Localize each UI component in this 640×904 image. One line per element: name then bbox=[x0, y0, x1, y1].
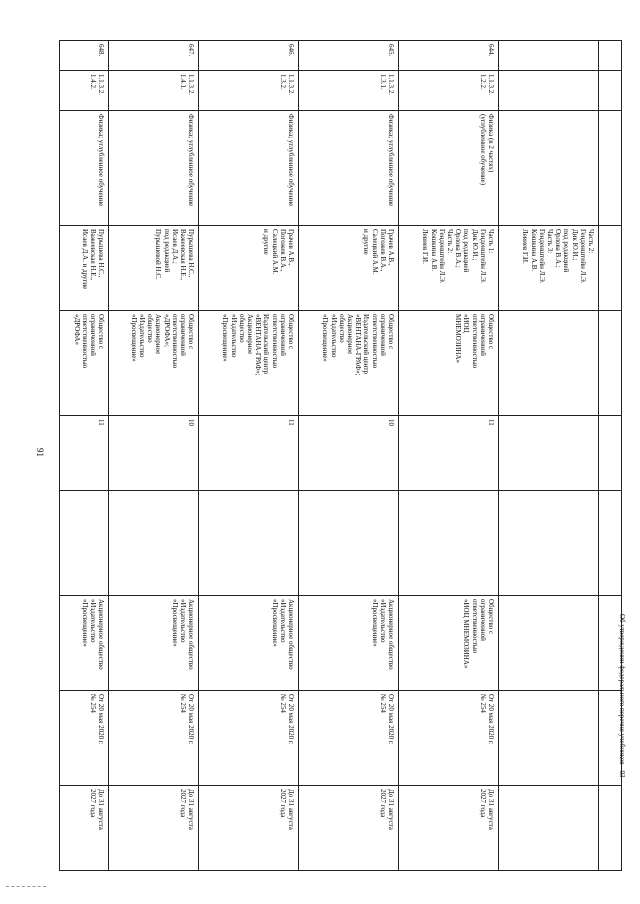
cell-col7 bbox=[499, 491, 599, 596]
cell-deadline: До 31 августа 2027 года bbox=[199, 786, 299, 871]
cell-publisher: Общество с ограниченной ответственностью «ИОЦ МНЕМОЗИНА» bbox=[399, 596, 499, 691]
cell-order bbox=[499, 691, 599, 786]
header-cell bbox=[599, 311, 622, 416]
cell-col7 bbox=[399, 491, 499, 596]
cell-deadline bbox=[499, 786, 599, 871]
cell-col7 bbox=[299, 491, 399, 596]
cell-col7 bbox=[60, 491, 109, 596]
cell-deadline: До 31 августа 2027 года bbox=[299, 786, 399, 871]
cell-publisher-author: Общество с ограниченной ответственностью «ДРОФА» bbox=[60, 311, 109, 416]
cell-code: 1.1.3.2. 1.4.2. bbox=[60, 71, 109, 111]
cell-subject: Физика; углубленное обучение bbox=[299, 111, 399, 226]
cell-authors: Часть 1: Генденштейн Л.Э. Дик Ю.И.; под редакцией Орлова В.А.; Часть 2: Генденштейн Л.Э. Кошкина А.В. Левиев Г.И. bbox=[399, 226, 499, 311]
cell-subject bbox=[499, 111, 599, 226]
cell-grade: 10 bbox=[299, 416, 399, 491]
cell-publisher-author bbox=[499, 311, 599, 416]
cell-publisher bbox=[499, 596, 599, 691]
cell-order: От 20 мая 2020 г. № 254 bbox=[299, 691, 399, 786]
header-cell bbox=[599, 41, 622, 71]
cell-grade: 10 bbox=[109, 416, 199, 491]
cell-deadline: До 31 августа 2027 года bbox=[109, 786, 199, 871]
cell-order: От 20 мая 2020 г. № 254 bbox=[199, 691, 299, 786]
cell-order: От 20 мая 2020 г. № 254 bbox=[399, 691, 499, 786]
rotated-table-wrapper bbox=[59, 40, 622, 870]
cell-publisher-author: Общество с ограниченной ответственностью Издательский центр «ВЕНТАНА-ГРАФ»; Акционерное общество «Издательство «Просвещение» bbox=[299, 311, 399, 416]
header-cell bbox=[599, 226, 622, 311]
cell-grade: 11 bbox=[199, 416, 299, 491]
cell-subject: Физика; углубленное обучение bbox=[109, 111, 199, 226]
table-row bbox=[60, 41, 109, 871]
cell-publisher: Акционерное общество «Издательство «Просвещение» bbox=[60, 596, 109, 691]
cell-publisher-author: Общество с ограниченной ответственностью «ДРОФА»; Акционерное общество «Издательство «Просвещение» bbox=[109, 311, 199, 416]
textbook-table bbox=[59, 40, 622, 871]
header-cell bbox=[599, 416, 622, 491]
cell-col7 bbox=[109, 491, 199, 596]
cell-deadline: До 31 августа 2027 года bbox=[60, 786, 109, 871]
cell-publisher-author: Общество с ограниченной ответственностью Издательский центр «ВЕНТАНА-ГРАФ»; Акционерное общество «Издательство «Просвещение» bbox=[199, 311, 299, 416]
cell-grade: 11 bbox=[60, 416, 109, 491]
page-number: 91 bbox=[35, 448, 45, 457]
cell-col7 bbox=[199, 491, 299, 596]
table-row bbox=[499, 41, 599, 871]
cell-deadline: До 31 августа 2027 года bbox=[399, 786, 499, 871]
cell-order: От 20 мая 2020 г. № 254 bbox=[109, 691, 199, 786]
cell-num: 646. bbox=[199, 41, 299, 71]
cell-authors: Пурышева Н.С., Важеевская Н.Е., Исаев Д.А. и другие bbox=[60, 226, 109, 311]
cell-grade bbox=[499, 416, 599, 491]
cell-code: 1.1.3.2. 1.4.1. bbox=[109, 71, 199, 111]
cell-order: От 20 мая 2020 г. № 254 bbox=[60, 691, 109, 786]
cell-code: 1.1.3.2. 1.2.2. bbox=[399, 71, 499, 111]
table-row bbox=[199, 41, 299, 871]
table-row bbox=[109, 41, 199, 871]
header-cell bbox=[599, 71, 622, 111]
cell-num: 647. bbox=[109, 41, 199, 71]
cell-code: 1.1.3.2. 1.3.1. bbox=[299, 71, 399, 111]
cell-publisher-author: Общество с ограниченной ответственностью «ИОЦ МНЕМОЗИНА» bbox=[399, 311, 499, 416]
cell-code: 1.1.3.2. 1.3.2. bbox=[199, 71, 299, 111]
cell-publisher: Акционерное общество «Издательство «Просвещение» bbox=[299, 596, 399, 691]
cell-authors: Пурышева Н.С., Важеевская Н.Е., Исаев Д.А.; под редакцией Пурышевой Н.С. bbox=[109, 226, 199, 311]
cell-num: 644. bbox=[399, 41, 499, 71]
table-row bbox=[299, 41, 399, 871]
header-cell bbox=[599, 786, 622, 871]
cell-num bbox=[499, 41, 599, 71]
cell-subject: Физика; углубленное обучение bbox=[199, 111, 299, 226]
cell-code bbox=[499, 71, 599, 111]
cell-num: 645. bbox=[299, 41, 399, 71]
cell-grade: 11 bbox=[399, 416, 499, 491]
footer-text: Об утверждении федерального перечня учебников - 03 bbox=[618, 614, 626, 778]
cell-authors: Грачев А.В., Погожев В.А., Салецкий А.М. и другие bbox=[199, 226, 299, 311]
cell-authors: Грачев А.В., Погожев В.А., Салецкий А.М. и другие bbox=[299, 226, 399, 311]
table-row bbox=[399, 41, 499, 871]
cell-publisher: Акционерное общество «Издательство «Просвещение» bbox=[109, 596, 199, 691]
scan-edge-mark bbox=[6, 886, 46, 893]
cell-publisher: Акционерное общество «Издательство «Просвещение» bbox=[199, 596, 299, 691]
cell-subject: Физика (в 2 частях) (углубленное обучение) bbox=[399, 111, 499, 226]
cell-subject: Физика; углубленное обучение bbox=[60, 111, 109, 226]
header-cell bbox=[599, 491, 622, 596]
cell-num: 648. bbox=[60, 41, 109, 71]
header-cell bbox=[599, 111, 622, 226]
cell-authors: Часть 2: Генденштейн Л.Э. Дик Ю.И.; под редакцией Орлова В.А.; Часть 3: Генденштейн Л.Э. Кошкина А.В. Левиев Г.И. bbox=[499, 226, 599, 311]
